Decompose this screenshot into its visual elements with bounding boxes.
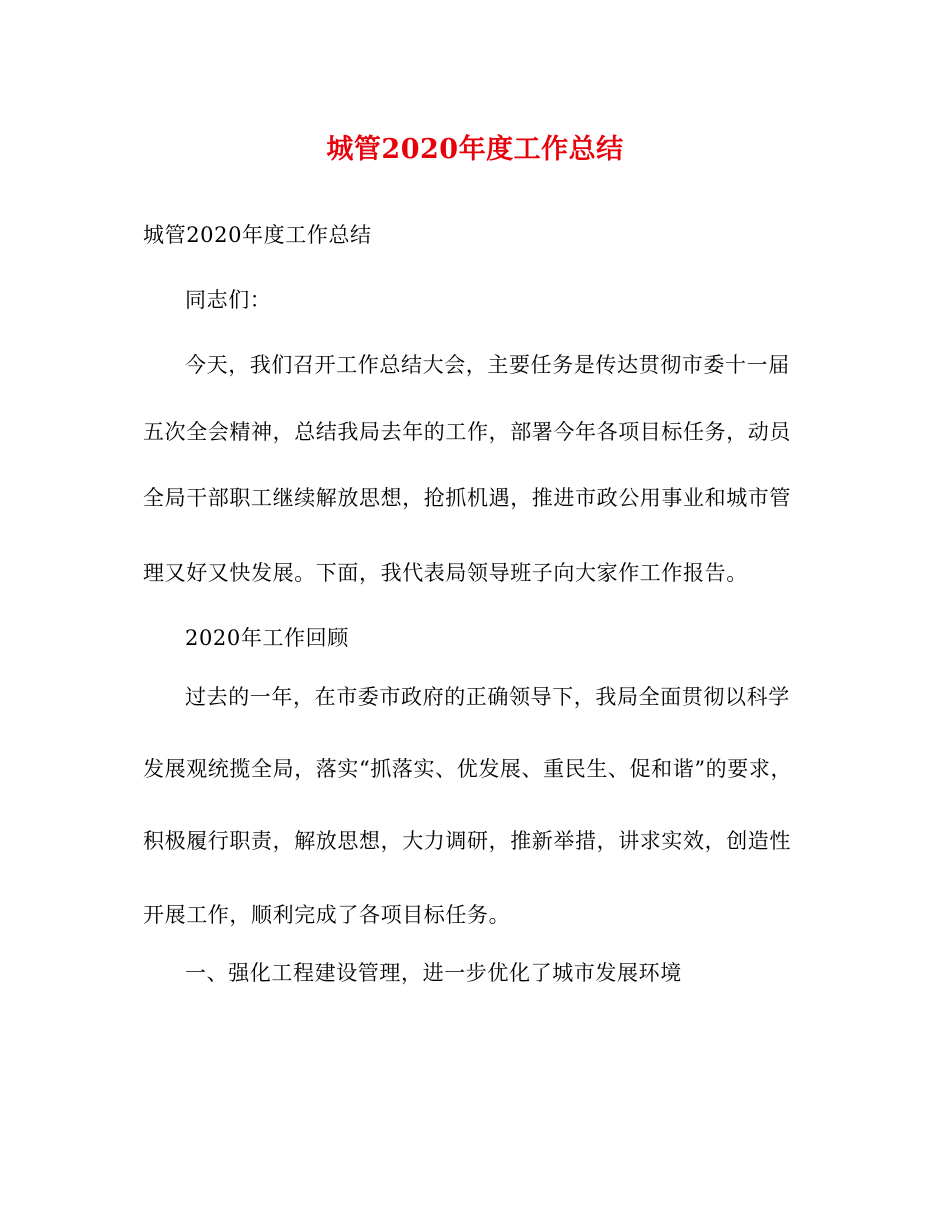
item-heading-1: 一、强化工程建设管理，进一步优化了城市发展环境 [185, 961, 682, 985]
paragraph-1-line-4: 理又好又快发展。下面，我代表局领导班子向大家作工作报告。 [143, 561, 748, 585]
paragraph-2-line-1: 过去的一年，在市委市政府的正确领导下，我局全面贯彻以科学 [185, 685, 790, 709]
document-title: 城管2020年度工作总结 [326, 134, 624, 165]
paragraph-2-line-4: 开展工作，顺利完成了各项目标任务。 [143, 903, 511, 927]
section-heading: 2020年工作回顾 [185, 626, 349, 650]
paragraph-1-line-3: 全局干部职工继续解放思想，抢抓机遇，推进市政公用事业和城市管 [143, 486, 791, 510]
paragraph-1-line-2: 五次全会精神，总结我局去年的工作，部署今年各项目标任务，动员 [143, 420, 791, 444]
document-subtitle: 城管2020年度工作总结 [143, 223, 372, 247]
paragraph-2-line-3: 积极履行职责，解放思想，大力调研，推新举措，讲求实效，创造性 [143, 829, 791, 853]
paragraph-2-line-2: 发展观统揽全局，落实“抓落实、优发展、重民生、促和谐”的要求， [143, 757, 793, 781]
salutation: 同志们： [185, 288, 272, 312]
paragraph-1-line-1: 今天，我们召开工作总结大会，主要任务是传达贯彻市委十一届 [185, 353, 790, 377]
